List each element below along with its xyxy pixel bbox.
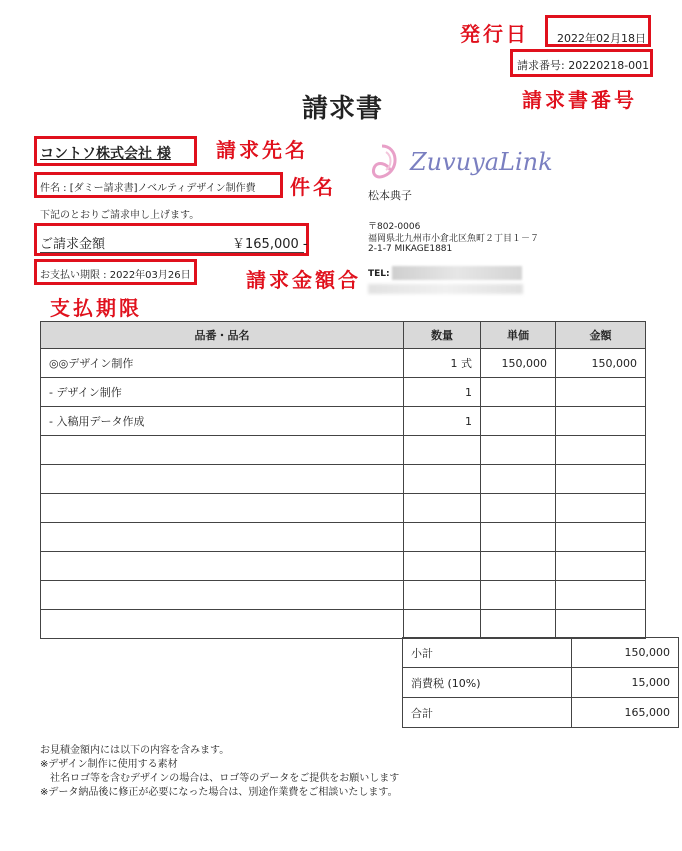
sender-tel-label: TEL: (368, 269, 390, 279)
total-label: 合計 (403, 698, 572, 728)
table-row (41, 552, 646, 581)
table-row (41, 581, 646, 610)
cell-item (41, 494, 404, 523)
cell-qty: 1 式 (404, 349, 481, 378)
sender-postal: 〒802-0006 (368, 222, 421, 232)
subject: 件名 : [ダミー請求書]ノベルティデザイン制作費 (40, 183, 256, 194)
cell-item: ◎◎デザイン制作 (41, 349, 404, 378)
cell-unit-price (481, 581, 556, 610)
cell-qty: 1 (404, 378, 481, 407)
cell-unit-price (481, 378, 556, 407)
cell-item (41, 436, 404, 465)
annotation-subject: 件名 (290, 175, 336, 199)
table-row (41, 610, 646, 639)
cell-item (41, 610, 404, 639)
cell-qty (404, 494, 481, 523)
table-row (41, 436, 646, 465)
col-header-item: 品番・品名 (41, 322, 404, 349)
cell-qty (404, 465, 481, 494)
cell-unit-price (481, 436, 556, 465)
subtotal-value: 150,000 (572, 638, 679, 668)
email-redacted (368, 284, 523, 294)
table-row (41, 523, 646, 552)
cell-item (41, 465, 404, 494)
annotation-invoice-number: 請求書番号 (522, 88, 637, 112)
cell-qty: 1 (404, 407, 481, 436)
cell-unit-price (481, 523, 556, 552)
col-header-unit-price: 単価 (481, 322, 556, 349)
cell-item: - 入稿用データ作成 (41, 407, 404, 436)
cell-unit-price: 150,000 (481, 349, 556, 378)
cell-amount (556, 581, 646, 610)
col-header-qty: 数量 (404, 322, 481, 349)
cell-amount (556, 552, 646, 581)
invoice-number: 請求番号: 20220218-001 (517, 59, 650, 72)
items-table-header (41, 322, 646, 349)
annotation-client: 請求先名 (216, 138, 308, 162)
sender-address-2: 2-1-7 MIKAGE1881 (368, 244, 453, 254)
annotation-amount: 請求金額合 (246, 268, 361, 292)
summary-table (402, 637, 679, 728)
summary-row-subtotal (403, 638, 679, 668)
page-title: 請求書 (302, 94, 384, 124)
cell-unit-price (481, 552, 556, 581)
cell-amount (556, 407, 646, 436)
cell-amount (556, 378, 646, 407)
cell-qty (404, 436, 481, 465)
cell-unit-price (481, 610, 556, 639)
svg-text:ZuvuyaLink: ZuvuyaLink (410, 148, 553, 176)
cell-amount (556, 494, 646, 523)
table-row (41, 494, 646, 523)
cell-amount: 150,000 (556, 349, 646, 378)
note-line: 社名ロゴ等を含むデザインの場合は、ロゴ等のデータをご提供をお願いします (40, 773, 400, 784)
annotation-issue-date: 発行日 (460, 22, 529, 46)
table-row (41, 349, 646, 378)
intro-text: 下記のとおりご請求申し上げます。 (40, 210, 200, 221)
amount-label: ご請求金額 (40, 237, 106, 252)
tax-value: 15,000 (572, 668, 679, 698)
company-logo (368, 140, 578, 182)
cell-item: - デザイン制作 (41, 378, 404, 407)
amount-underline (40, 252, 304, 253)
summary-row-total (403, 698, 679, 728)
note-line: ※デザイン制作に使用する素材 (40, 759, 178, 770)
cell-amount (556, 610, 646, 639)
client-name: コントソ株式会社 様 (40, 146, 171, 162)
note-line: ※データ納品後に修正が必要になった場合は、別途作業費をご相談いたします。 (40, 787, 398, 798)
note-line: お見積金額内には以下の内容を含みます。 (40, 745, 230, 756)
due-date: お支払い期限 : 2022年03月26日 (40, 270, 191, 281)
items-table (40, 321, 646, 639)
sender-name: 松本典子 (368, 189, 412, 202)
table-row (41, 465, 646, 494)
cell-item (41, 523, 404, 552)
cell-unit-price (481, 407, 556, 436)
total-value: 165,000 (572, 698, 679, 728)
cell-unit-price (481, 494, 556, 523)
cell-item (41, 581, 404, 610)
sender-address-1: 福岡県北九州市小倉北区魚町２丁目１－７ (368, 234, 540, 244)
annotation-due-date: 支払期限 (50, 296, 142, 320)
cell-item (41, 552, 404, 581)
cell-qty (404, 523, 481, 552)
col-header-amount: 金額 (556, 322, 646, 349)
tel-redacted (392, 266, 522, 280)
cell-qty (404, 610, 481, 639)
summary-row-tax (403, 668, 679, 698)
cell-unit-price (481, 465, 556, 494)
cell-amount (556, 465, 646, 494)
table-row (41, 407, 646, 436)
table-row (41, 378, 646, 407)
cell-qty (404, 581, 481, 610)
subtotal-label: 小計 (403, 638, 572, 668)
tax-label: 消費税 (10%) (403, 668, 572, 698)
cell-amount (556, 523, 646, 552)
cell-qty (404, 552, 481, 581)
amount-value: ￥165,000 - (232, 237, 308, 252)
cell-amount (556, 436, 646, 465)
issue-date: 2022年02月18日 (557, 32, 646, 45)
